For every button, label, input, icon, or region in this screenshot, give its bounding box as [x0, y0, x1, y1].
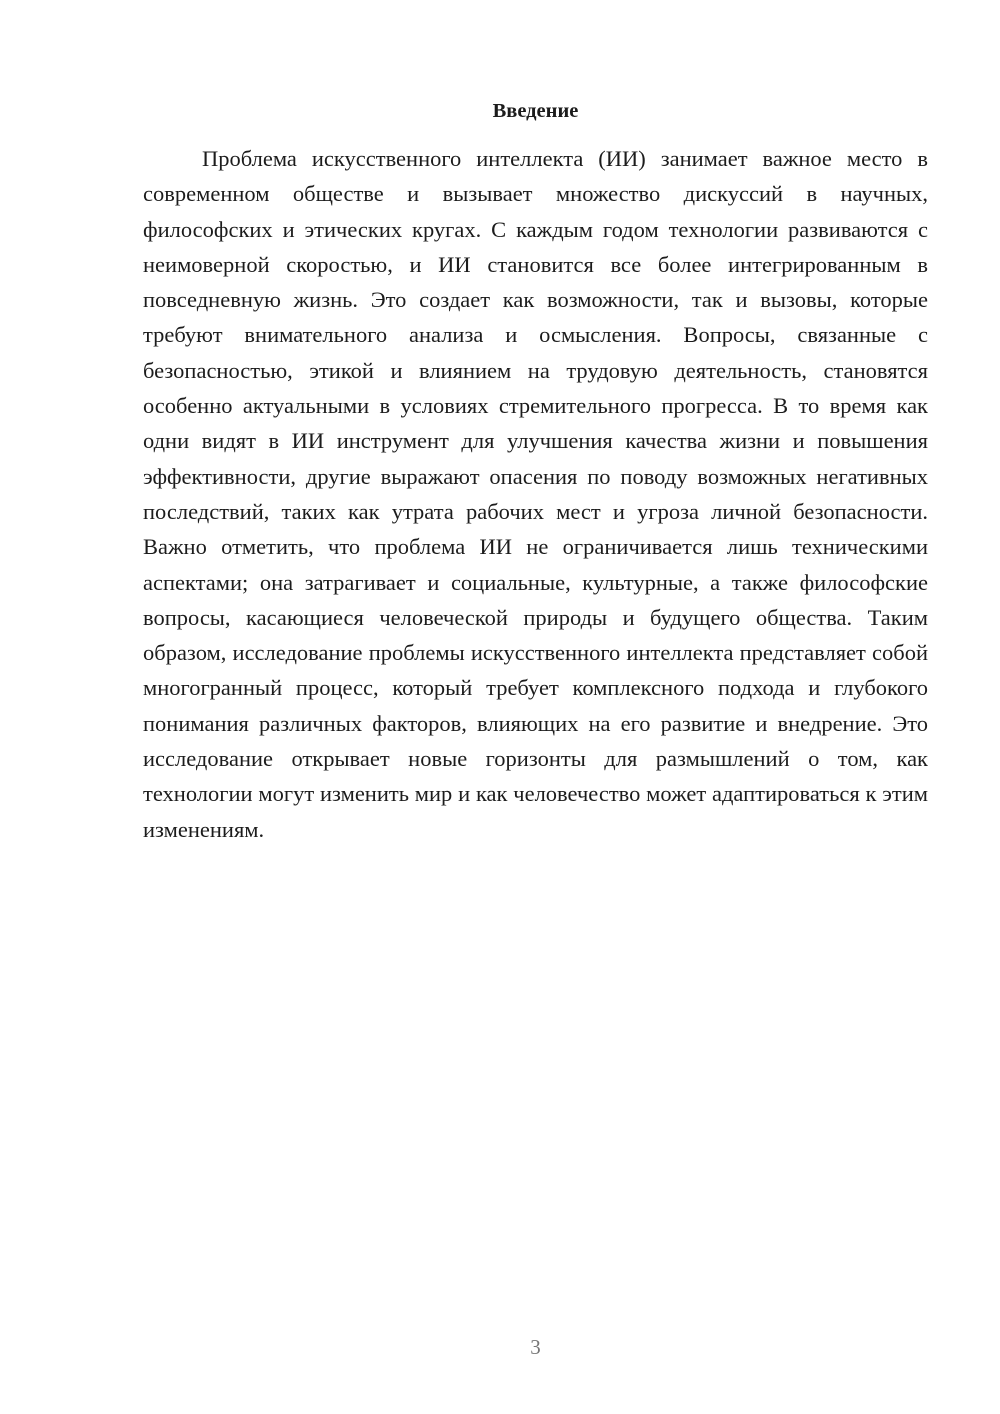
section-heading: Введение [492, 100, 579, 122]
page-number: 3 [530, 1335, 541, 1359]
body-paragraph: Проблема искусственного интеллекта (ИИ) занимает важное место в современном обществе и вызывает множество дискуссий в научных, философских и этических кругах. С каждым годом технологии развиваются с неимоверной скоростью, и ИИ становится все более интегрированным в повседневную жизнь. Это создает как возможности, так и вызовы, которые требуют внимательного анализа и осмысления. Вопросы, связанные с безопасностью, этикой и влиянием на трудовую деятельность, становятся особенно актуальными в условиях стремительного прогресса. В то время как одни видят в ИИ инструмент для улучшения качества жизни и повышения эффективности, другие выражают опасения по поводу возможных негативных последствий, таких как утрата рабочих мест и угроза личной безопасности. Важно отметить, что проблема ИИ не ограничивается лишь техническими аспектами; она затрагивает и социальные, культурные, а также философские вопросы, касающиеся человеческой природы и будущего общества. Таким образом, исследование проблемы искусственного интеллекта представляет собой многогранный процесс, который требует комплексного подхода и глубокого понимания различных факторов, влияющих на его развитие и внедрение. Это исследование открывает новые горизонты для размышлений о том, как технологии могут изменить мир и как человечество может адаптироваться к этим изменениям. [143, 146, 928, 842]
